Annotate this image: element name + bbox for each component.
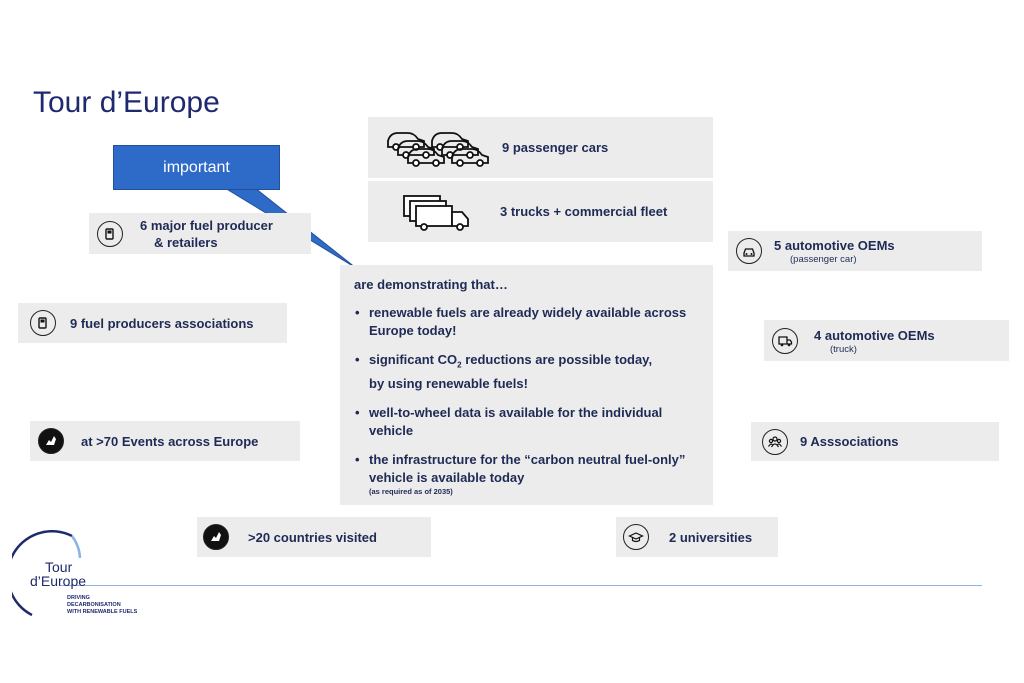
associations-text: 9 Asssociations	[800, 434, 899, 449]
statement-item: • well-to-wheel data is available for the individual vehicle	[354, 404, 699, 440]
car-front-icon	[736, 238, 762, 264]
oems-truck-box	[764, 320, 1009, 361]
fuel-associations-box	[18, 303, 287, 343]
statement-item: • the infrastructure for the “carbon neutral fuel-only” vehicle is available today (as required as of 2035)	[354, 451, 699, 497]
countries-text: >20 countries visited	[248, 529, 377, 545]
oems-truck-text: 4 automotive OEMs	[814, 327, 935, 343]
logo-tagline: DRIVING DECARBONISATION WITH RENEWABLE FUELS	[67, 595, 138, 615]
fuel-pump-icon	[30, 310, 56, 336]
events-text: at >70 Events across Europe	[81, 433, 259, 449]
statement-item: • significant $CO_2$ reductions are possible today, by using renewable fuels!	[354, 351, 699, 393]
oems-truck-sub: (truck)	[830, 343, 857, 355]
events-box	[30, 421, 300, 461]
fuel-pump-icon	[97, 221, 123, 247]
graduation-cap-icon	[623, 524, 649, 550]
statement-list	[354, 304, 699, 497]
passenger-cars-box	[368, 117, 713, 178]
logo-text-line2: d’Europe	[30, 573, 87, 589]
center-statement	[340, 265, 713, 505]
trucks-icon	[402, 192, 480, 232]
universities-box	[616, 517, 778, 557]
europe-map-icon	[203, 524, 229, 550]
fuel-producers-box	[89, 213, 311, 254]
countries-box	[197, 517, 431, 557]
statement-item: • renewable fuels are already widely available across Europe today!	[354, 304, 699, 340]
fuel-producers-line1: 6 major fuel producer	[140, 217, 273, 233]
universities-text: 2 universities	[669, 529, 753, 545]
trucks-text: 3 trucks + commercial fleet	[500, 204, 668, 219]
callout-label: important	[163, 159, 230, 176]
passenger-cars-text: 9 passenger cars	[502, 140, 609, 155]
truck-icon	[772, 328, 798, 354]
fuel-producers-line2: & retailers	[154, 234, 218, 250]
cars-icon	[384, 123, 494, 173]
statement-footnote: (as required as of 2035)	[369, 486, 453, 496]
europe-map-icon	[38, 428, 64, 454]
important-callout	[113, 145, 280, 190]
oems-car-box	[728, 231, 982, 271]
oems-car-text: 5 automotive OEMs	[774, 238, 895, 253]
trucks-box	[368, 181, 713, 242]
oems-car-sub: (passenger car)	[790, 254, 857, 265]
associations-box	[751, 422, 999, 461]
logo-text-line1: Tour	[45, 559, 73, 575]
people-group-icon	[762, 429, 788, 455]
fuel-associations-text: 9 fuel producers associations	[70, 315, 254, 331]
center-intro: are demonstrating that…	[354, 277, 508, 292]
page-title: Tour d’Europe	[33, 86, 220, 119]
footer-divider	[60, 585, 982, 586]
